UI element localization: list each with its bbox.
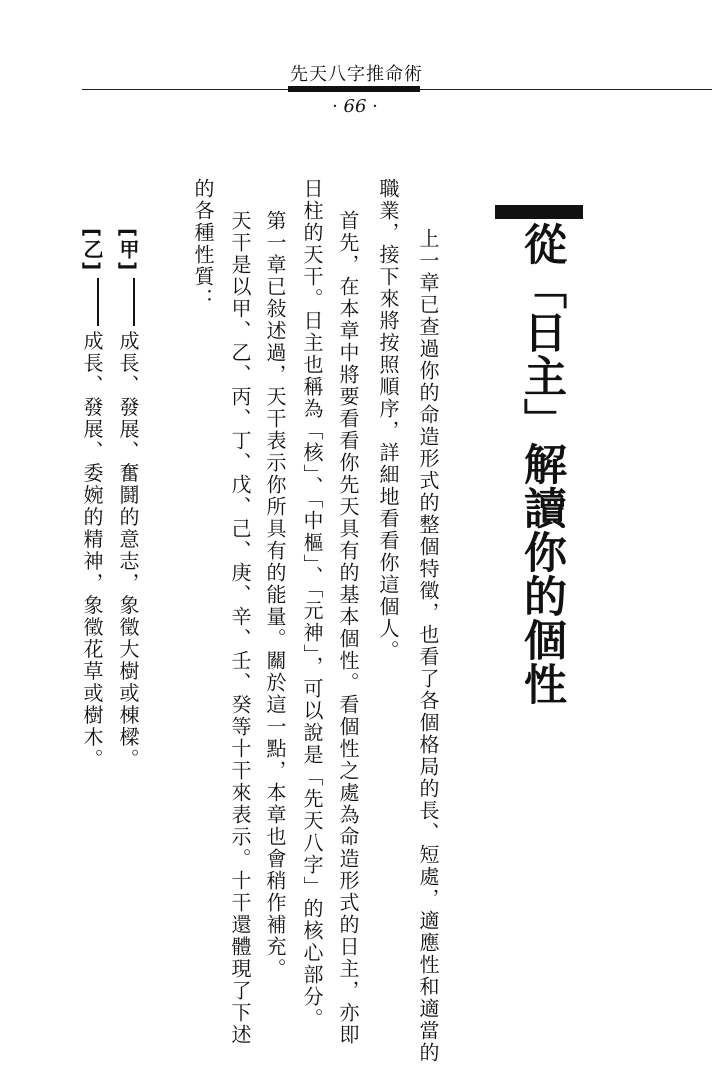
- chapter-title: 從「日主」解讀你的個性: [517, 222, 567, 706]
- item-tag: [甲]: [116, 228, 140, 273]
- body-column-4: 日柱的天干。日主也稱為「核」、「中樞」、「元神」，可以說是「先天八字」的核心部分。: [300, 178, 324, 1030]
- list-item: [82, 228, 102, 770]
- item-text: 成長、發展、委婉的精神，象徵花草或樹木。: [80, 330, 104, 771]
- body-column-3: 首先，在本章中將要看看你先天具有的基本個性。看個性之處為命造形式的日主，亦即: [336, 210, 360, 1046]
- body-column-2: 職業，接下來將按照順序，詳細地看看你這個人。: [376, 178, 400, 662]
- list-item: [118, 228, 138, 770]
- body-column-6: 天干是以甲、乙、丙、丁、戊、己、庚、辛、壬、癸等十干來表示。十干還體現了下述: [228, 210, 252, 1046]
- body-column-1: 上一章已查過你的命造形式的整個特徵，也看了各個格局的長、短處，適應性和適當的: [416, 228, 440, 1064]
- item-text: 成長、發展、奮鬪的意志，象徵大樹或棟樑。: [116, 330, 140, 771]
- chapter-marker-bar: [495, 205, 583, 219]
- em-dash: [133, 278, 135, 326]
- header-rule-accent: [288, 86, 420, 92]
- item-tag: [乙]: [80, 228, 104, 273]
- em-dash: [97, 278, 99, 326]
- body-column-5: 第一章已敍述過，天干表示你所具有的能量。關於這一點，本章也會稍作補充。: [263, 210, 287, 980]
- running-title: 先天八字推命術: [290, 64, 423, 85]
- body-column-7: 的各種性質：: [191, 178, 215, 310]
- page-number: · 66 ·: [332, 96, 378, 117]
